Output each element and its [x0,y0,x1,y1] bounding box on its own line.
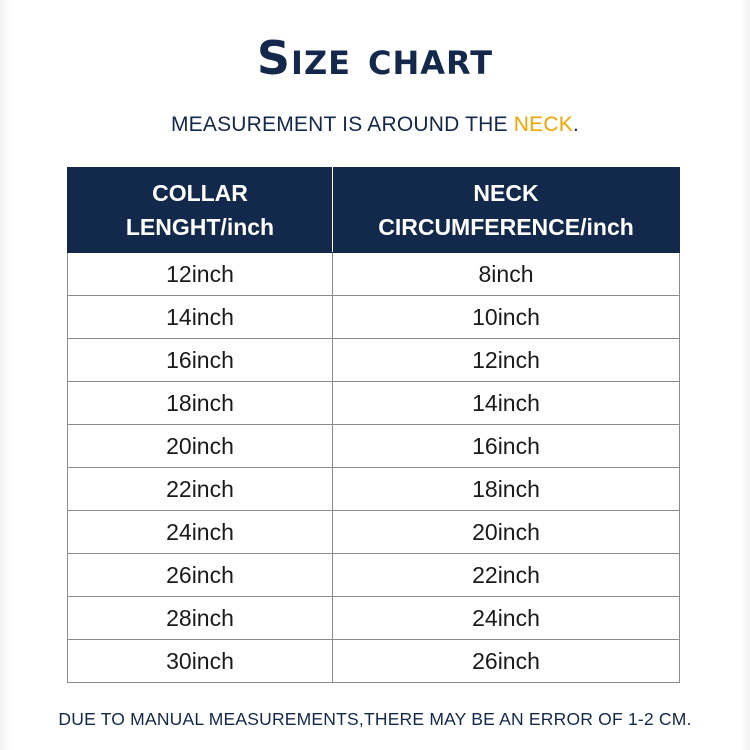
neck-circumference-cell: 24inch [333,597,680,640]
column-header-line: NECK [473,180,539,206]
column-header-line: CIRCUMFERENCE/inch [378,214,634,240]
collar-length-cell: 24inch [68,511,333,554]
table-header-row [68,168,680,253]
table-row [68,554,680,597]
collar-length-cell: 20inch [68,425,333,468]
measurement-note-prefix: MEASUREMENT IS AROUND THE [170,113,514,136]
neck-circumference-cell: 18inch [333,468,680,511]
table-row [68,425,680,468]
page-title: Size chart [256,31,494,85]
neck-circumference-cell: 14inch [333,382,680,425]
column-header-line: COLLAR [152,180,248,206]
table-row [68,640,680,683]
table-row [68,253,680,296]
error-disclaimer: DUE TO MANUAL MEASUREMENTS,THERE MAY BE AN ERROR OF 1-2 CM. [58,709,692,729]
collar-length-cell: 28inch [68,597,333,640]
collar-length-cell: 14inch [68,296,333,339]
column-header-neck-circumference [333,168,680,253]
collar-length-cell: 26inch [68,554,333,597]
measurement-note-suffix: . [572,113,579,136]
measurement-note [0,112,750,138]
neck-circumference-cell: 22inch [333,554,680,597]
table-row [68,339,680,382]
neck-circumference-cell: 26inch [333,640,680,683]
collar-length-cell: 12inch [68,253,333,296]
neck-circumference-cell: 8inch [333,253,680,296]
table-row [68,597,680,640]
collar-length-cell: 16inch [68,339,333,382]
column-header-line: LENGHT/inch [125,214,275,240]
neck-circumference-cell: 16inch [333,425,680,468]
collar-length-cell: 30inch [68,640,333,683]
collar-length-cell: 18inch [68,382,333,425]
table-row [68,468,680,511]
collar-length-cell: 22inch [68,468,333,511]
column-header-collar-length [68,168,333,253]
table-row [68,296,680,339]
neck-circumference-cell: 20inch [333,511,680,554]
table-row [68,511,680,554]
size-table [67,167,680,683]
measurement-note-highlight: NECK [513,113,573,136]
neck-circumference-cell: 10inch [333,296,680,339]
table-row [68,382,680,425]
neck-circumference-cell: 12inch [333,339,680,382]
